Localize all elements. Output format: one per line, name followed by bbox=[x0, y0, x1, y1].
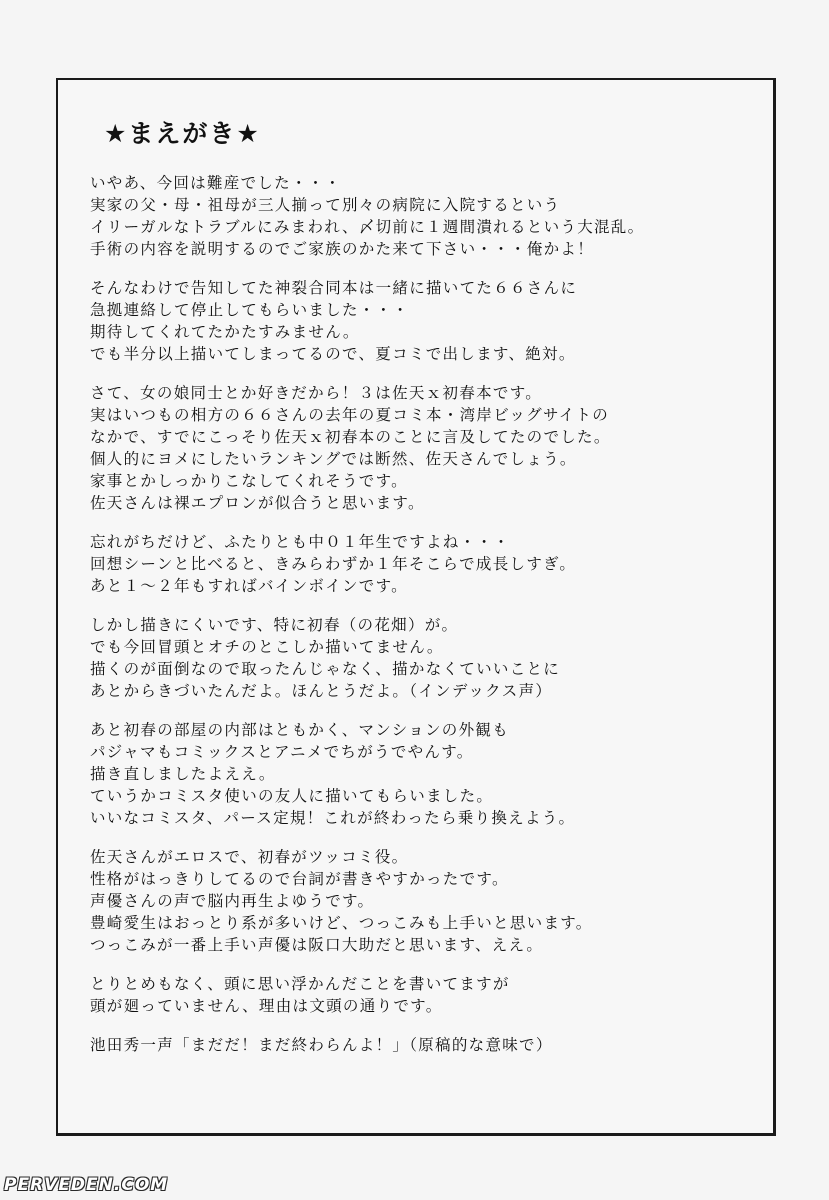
text-line: さて、女の娘同士とか好きだから！３は佐天ｘ初春本です。 bbox=[90, 384, 543, 402]
text-line: でも半分以上描いてしまってるので、夏コミで出します、絶対。 bbox=[90, 345, 576, 363]
text-line: いやあ、今回は難産でした・・・ bbox=[90, 174, 342, 192]
afterword-body bbox=[90, 172, 750, 1056]
text-line: ていうかコミスタ使いの友人に描いてもらいました。 bbox=[90, 787, 494, 805]
text-line: 期待してくれてたかたすみません。 bbox=[90, 323, 360, 341]
text-line: あと初春の部屋の内部はともかく、マンションの外観も bbox=[90, 721, 509, 739]
text-line: なかで、すでにこっそり佐天ｘ初春本のことに言及してたのでした。 bbox=[90, 428, 611, 446]
paragraph bbox=[90, 846, 750, 956]
text-line: 実はいつもの相方の６６さんの去年の夏コミ本・湾岸ビッグサイトの bbox=[90, 406, 610, 424]
text-line: 個人的にヨメにしたいランキングでは断然、佐天さんでしょう。 bbox=[90, 450, 577, 468]
paragraph bbox=[90, 277, 750, 365]
paragraph bbox=[90, 531, 750, 597]
text-line: 頭が廻っていません、理由は文頭の通りです。 bbox=[90, 997, 443, 1015]
text-line: あとからきづいたんだよ。ほんとうだよ。（インデックス声） bbox=[90, 682, 553, 700]
text-line: 豊崎愛生はおっとり系が多いけど、つっこみも上手いと思います。 bbox=[90, 914, 593, 932]
text-line: そんなわけで告知してた神裂合同本は一緒に描いてた６６さんに bbox=[90, 279, 578, 297]
text-line: イリーガルなトラブルにみまわれ、〆切前に１週間潰れるという大混乱。 bbox=[90, 218, 645, 236]
text-line: パジャマもコミックスとアニメでちがうでやんす。 bbox=[90, 743, 474, 761]
text-line: あと１～２年もすればバインボインです。 bbox=[90, 577, 408, 595]
text-line: 描くのが面倒なので取ったんじゃなく、描かなくていいことに bbox=[90, 660, 561, 678]
text-line: 池田秀一声「まだだ！まだ終わらんよ！」（原稿的な意味で） bbox=[90, 1036, 553, 1054]
text-line: 家事とかしっかりこなしてくれそうです。 bbox=[90, 472, 408, 490]
text-line: つっこみが一番上手い声優は阪口大助だと思います、ええ。 bbox=[90, 936, 544, 954]
paragraph bbox=[90, 614, 750, 702]
text-line: 急拠連絡して停止してもらいました・・・ bbox=[90, 301, 410, 319]
text-line: 実家の父・母・祖母が三人揃って別々の病院に入院するという bbox=[90, 196, 561, 214]
text-line: いいなコミスタ、パース定規！これが終わったら乗り換えよう。 bbox=[90, 809, 576, 827]
text-line: 佐天さんは裸エプロンが似合うと思います。 bbox=[90, 494, 425, 512]
paragraph bbox=[90, 719, 750, 829]
text-line: 性格がはっきりしてるので台詞が書きやすかったです。 bbox=[90, 870, 509, 888]
text-line: 描き直しましたよええ。 bbox=[90, 765, 276, 783]
paragraph bbox=[90, 172, 750, 260]
text-line: 忘れがちだけど、ふたりとも中０１年生ですよね・・・ bbox=[90, 533, 511, 551]
text-line: 回想シーンと比べると、きみらわずか１年そこらで成長しすぎ。 bbox=[90, 555, 577, 573]
watermark-logo: PERVEDEN.COM bbox=[4, 1175, 169, 1195]
page-title: ★まえがき★ bbox=[104, 119, 261, 148]
text-line: 声優さんの声で脳内再生よゆうです。 bbox=[90, 892, 375, 910]
paragraph bbox=[90, 1034, 750, 1056]
paragraph bbox=[90, 382, 750, 514]
paragraph bbox=[90, 973, 750, 1017]
text-line: 手術の内容を説明するのでご家族のかた来て下さい・・・俺かよ！ bbox=[90, 240, 595, 258]
text-line: しかし描きにくいです、特に初春（の花畑）が。 bbox=[90, 616, 459, 634]
text-line: でも今回冒頭とオチのとこしか描いてません。 bbox=[90, 638, 444, 656]
text-line: とりとめもなく、頭に思い浮かんだことを書いてますが bbox=[90, 975, 510, 993]
text-line: 佐天さんがエロスで、初春がツッコミ役。 bbox=[90, 848, 409, 866]
